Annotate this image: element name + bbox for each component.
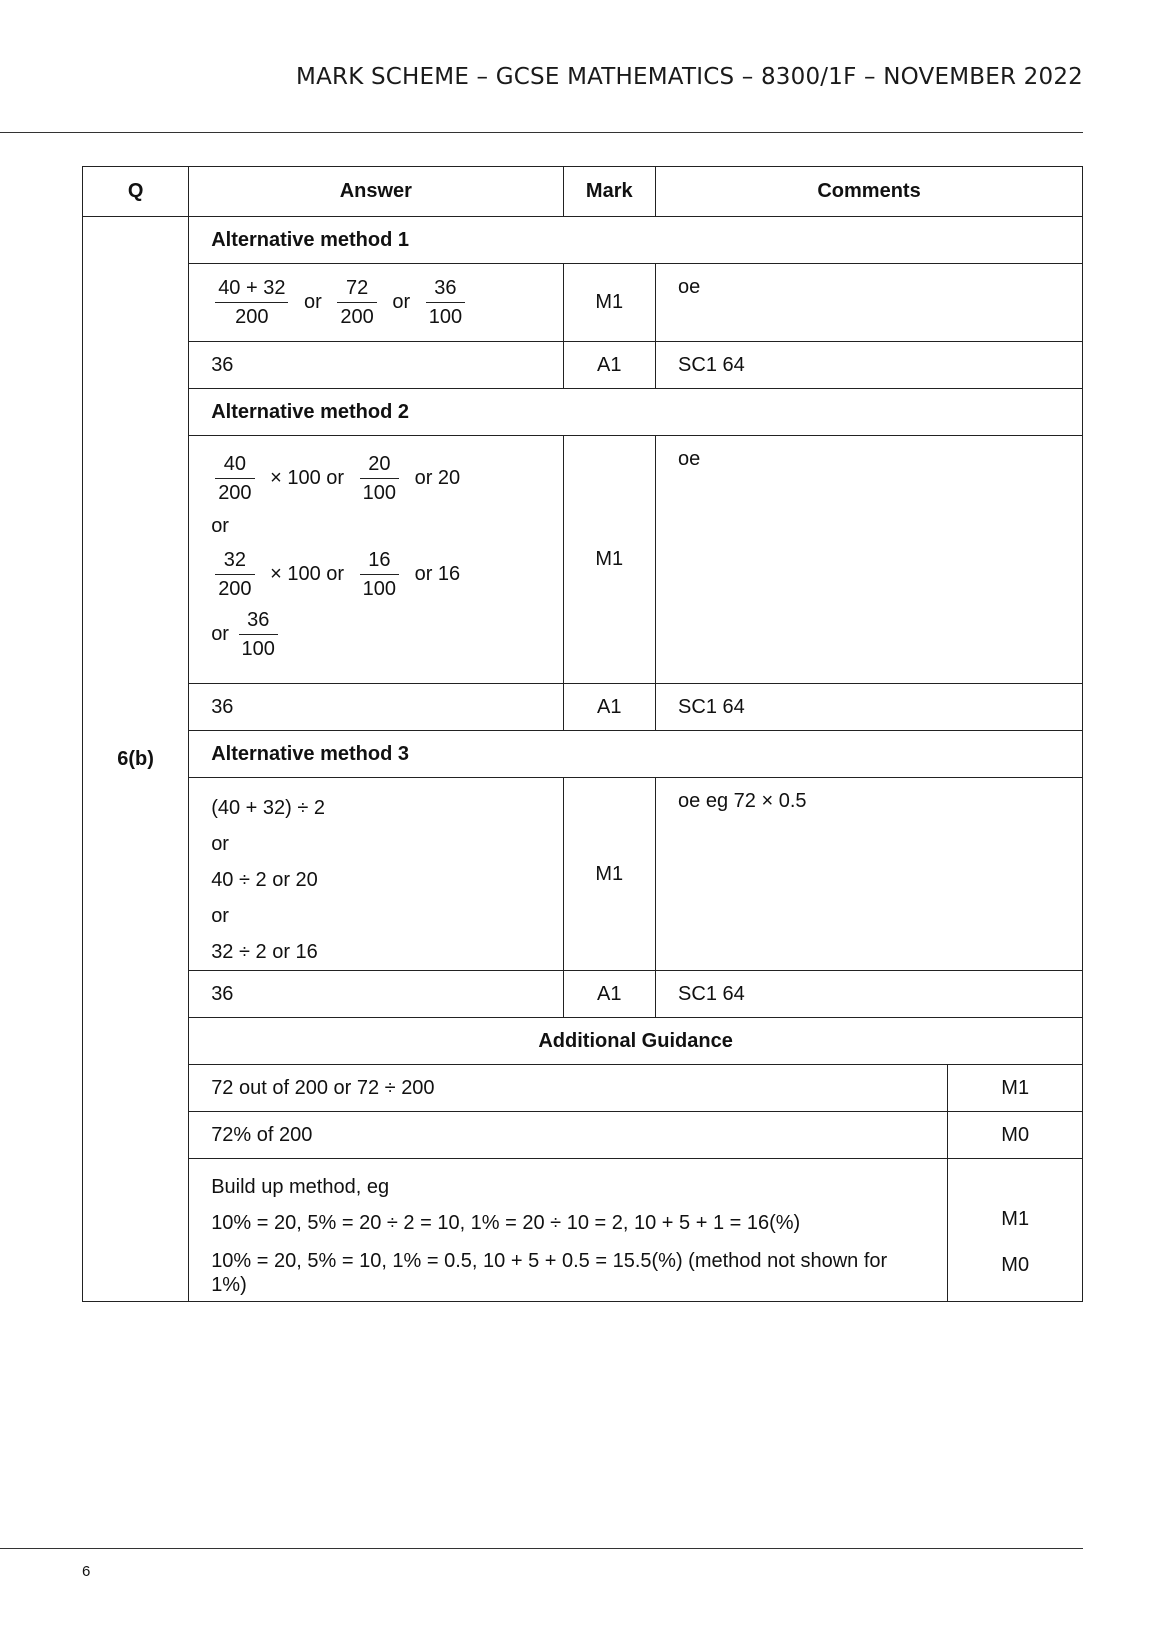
alt3-m1-mark: M1	[563, 778, 656, 971]
header-divider	[0, 132, 1083, 133]
alt3-m1-answer: (40 + 32) ÷ 2 or 40 ÷ 2 or 20 or 32 ÷ 2 or 16	[189, 778, 563, 971]
header-answer: Answer	[189, 167, 563, 217]
alt2-a1-row	[83, 684, 1083, 731]
fraction: $\frac{36}{100}$	[426, 277, 465, 328]
guidance-mark: M1	[948, 1065, 1083, 1112]
alt1-m1-answer: $\frac{40 + 32}{200}$ or $\frac{72}{200}$ or $\frac{36}{100}$	[189, 264, 563, 342]
alt1-a1-row	[83, 342, 1083, 389]
fraction: $\frac{16}{100}$	[360, 549, 399, 600]
alt2-m1-mark: M1	[563, 436, 656, 684]
alt2-m1-comment: oe	[656, 436, 1083, 684]
fraction: $\frac{40 + 32}{200}$	[215, 277, 288, 328]
alt1-m1-row	[83, 264, 1083, 342]
question-number: 6(b)	[83, 217, 189, 1302]
page-header-title: MARK SCHEME – GCSE MATHEMATICS – 8300/1F – NOVEMBER 2022	[296, 64, 1083, 90]
footer-divider	[0, 1548, 1083, 1549]
header-mark: Mark	[563, 167, 656, 217]
page-number: 6	[82, 1563, 91, 1580]
fraction: $\frac{36}{100}$	[239, 609, 278, 660]
guidance-build-up-row	[83, 1159, 1083, 1302]
alt3-m1-row	[83, 778, 1083, 971]
alt1-a1-answer: 36	[189, 342, 563, 389]
guidance-build-up-text: Build up method, eg 10% = 20, 5% = 20 ÷ 2 = 10, 1% = 20 ÷ 10 = 2, 10 + 5 + 1 = 16(%) 10% = 20, 5% = 10, 1% = 0.5, 10 + 5 + 0.5 = 15.5(%) (method not shown for 1%)	[189, 1159, 948, 1302]
alt2-m1-row	[83, 436, 1083, 684]
fraction: $\frac{20}{100}$	[360, 453, 399, 504]
guidance-text: 72% of 200	[189, 1112, 948, 1159]
guidance-row	[83, 1112, 1083, 1159]
guidance-text: 72 out of 200 or 72 ÷ 200	[189, 1065, 948, 1112]
fraction: $\frac{32}{200}$	[215, 549, 254, 600]
fraction: $\frac{72}{200}$	[337, 277, 376, 328]
alt3-a1-row	[83, 971, 1083, 1018]
alt2-a1-mark: A1	[563, 684, 656, 731]
table-header-row	[83, 167, 1083, 217]
alt-method-3-heading: Alternative method 3	[189, 731, 1083, 778]
alt1-a1-mark: A1	[563, 342, 656, 389]
header-q: Q	[83, 167, 189, 217]
alt2-m1-answer: $\frac{40}{200}$ × 100 or $\frac{20}{100}$ or 20 or $\frac{32}{200}$ × 100 or $\frac{16}{100}$ or 16 or $\frac{36}{100}$	[189, 436, 563, 684]
alt2-a1-comment: SC1 64	[656, 684, 1083, 731]
alt3-a1-comment: SC1 64	[656, 971, 1083, 1018]
alt-method-1-heading: Alternative method 1	[189, 217, 1083, 264]
alt3-m1-comment: oe eg 72 × 0.5	[656, 778, 1083, 971]
fraction: $\frac{40}{200}$	[215, 453, 254, 504]
alt3-a1-mark: A1	[563, 971, 656, 1018]
guidance-build-up-marks: M1 M0	[948, 1159, 1083, 1302]
alt3-a1-answer: 36	[189, 971, 563, 1018]
additional-guidance-heading: Additional Guidance	[189, 1018, 1083, 1065]
guidance-mark: M0	[948, 1112, 1083, 1159]
alt-method-2-heading: Alternative method 2	[189, 389, 1083, 436]
guidance-row	[83, 1065, 1083, 1112]
mark-scheme-table	[82, 166, 1083, 1302]
alt2-a1-answer: 36	[189, 684, 563, 731]
alt1-a1-comment: SC1 64	[656, 342, 1083, 389]
alt1-m1-mark: M1	[563, 264, 656, 342]
alt1-m1-comment: oe	[656, 264, 1083, 342]
header-comments: Comments	[656, 167, 1083, 217]
